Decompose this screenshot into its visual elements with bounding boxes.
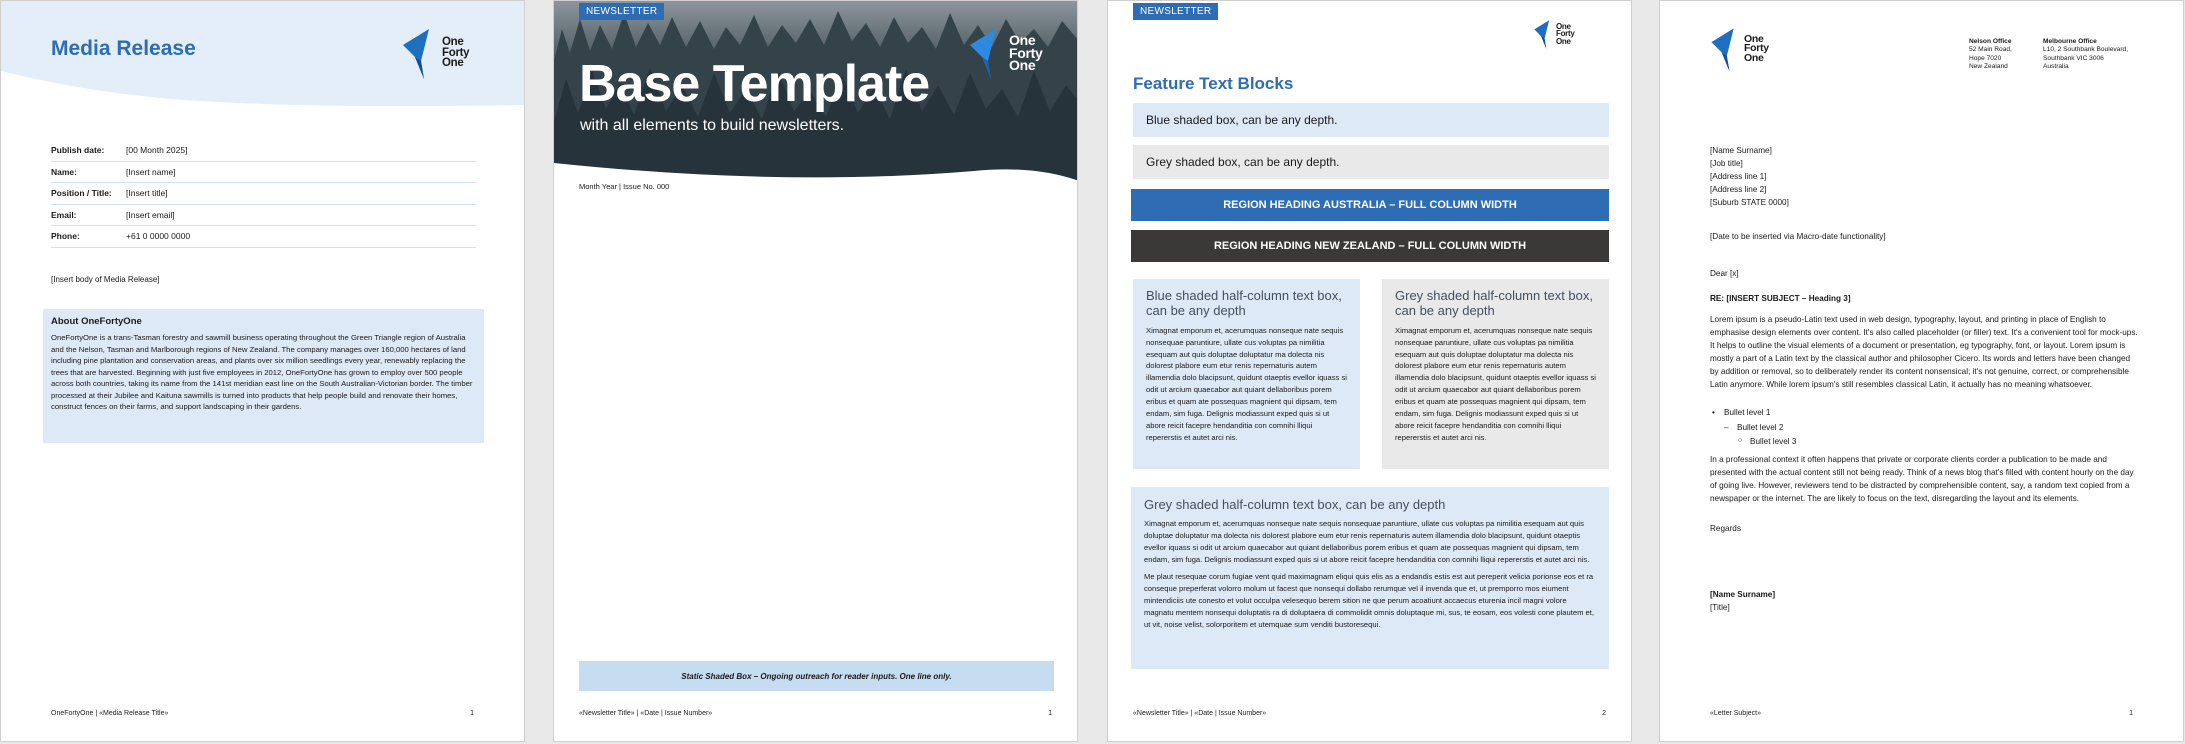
- field-value: +61 0 0000 0000: [126, 231, 191, 242]
- logo-mark-icon: [399, 25, 441, 81]
- about-text: OneFortyOne is a trans-Tasman forestry and sawmill business operating throughout the Green Triangle region of Australia and the Nelson, Tasman and Marlborough regions of New Zealand. The company manages over 160,000 hectares of land including pine plantation and conservation areas, and plants over six million seedlings every year, renewably replacing the trees that are harvested. Beginning with just five employees in 2012, OneFortyOne has grown to employ over 500 people across both countries, taking its name from the 141st meridian east line on the South Australian-Victorian border. The timber processed at their Jubilee and Kaituna sawmills is turned into products that help people build and renovate their homes, construct fences on their farms, and support landscaping in their gardens.: [51, 333, 473, 412]
- page-number: 1: [2129, 710, 2133, 717]
- full-box-title: Grey shaded half-column text box, can be any depth: [1144, 497, 1446, 512]
- logo-mark-icon: [966, 25, 1008, 81]
- salutation: Dear [x]: [1710, 269, 1739, 278]
- company-logo: [1532, 17, 1575, 51]
- full-box-text: Ximagnat emporum et, acerumquas nonseque nate sequis nonsequae paruntiure, ullate cus voluptas pa nimilitia esequam aut quis doluptae doluptatur ma dolecta nis dolorest plabore eum etur renis repernaturis autem illamendia dolo blacipsunt, quidunt otaeptis evellor iquass si odit ut arcium quaecabor aut quiant dellaboribus porem eribus et quam ate possequas magnient qui dipsam, tem endam, sim fuga. Delignis modiassunt exped quis si ut abore reicit facepre hendanditia con comnihi lliqui repererstis et autet arci nis.: [1144, 519, 1590, 565]
- address-line: [Job title]: [1710, 158, 1743, 168]
- page-footer: [1710, 710, 2133, 717]
- full-width-text-box: [1131, 487, 1609, 669]
- page-number: 2: [1602, 710, 1606, 717]
- field-row: [51, 140, 476, 162]
- bullet-level-3: Bullet level 3: [1750, 437, 1797, 446]
- half-box-text: Ximagnat emporum et, acerumquas nonseque nate sequis nonsequae paruntiure, ullate cus voluptas pa nimilitia esequam aut quis doluptae doluptatur ma dolecta nis dolorest plabore eum etur renis repernaturis autem illamendia dolo blacipsunt, quidunt otaeptis evellor iquass si odit ut arcium quaecabor aut quiant dellaboribus porem eribus et quam ate possequas magnient qui dipsam, tem endam, sim fuga. Delignis modiassunt exped quis si ut abore reicit facepre hendanditia con comnihi lliqui repererstis et autet arci nis.: [1146, 325, 1347, 442]
- newsletter-tag: NEWSLETTER: [579, 3, 664, 20]
- page-title: Media Release: [51, 37, 196, 60]
- bullet-1-icon: •: [1712, 408, 1715, 417]
- newsletter-title: Base Template: [579, 55, 930, 113]
- logo-text-line: One: [1556, 21, 1571, 31]
- body-placeholder: [Insert body of Media Release]: [51, 275, 160, 284]
- newsletter-content-page: [1107, 0, 1632, 742]
- half-box-title: Blue shaded half-column text box, can be any depth: [1146, 288, 1342, 319]
- subject-line: RE: [INSERT SUBJECT – Heading 3]: [1710, 294, 1851, 303]
- logo-text-line: Forty: [442, 46, 470, 59]
- field-row: [51, 205, 476, 227]
- footer-text: «Newsletter Title» | «Date | Issue Number»: [579, 710, 713, 717]
- regards: Regards: [1710, 524, 1741, 533]
- office-name: Nelson Office: [1969, 38, 2012, 45]
- full-box-text: Me plaut resequae corum fugiae vent quid maximagnam eliqui quis elis as a endandis estis est aut pereperit velicia porionse eos et ra conseque preperferat volorro molum ut facest que nonsequi dollabo rerumque vel il invenda que et, ut premporro mos eiument mintendiciis ute conesto et volut occulpa velesequo berem sition ne que perum acoatiunt accaecus eturenia incil magni volore magnatu mentem nonsequi doluptatis ra di doluptaera di commolidit omnis doluptaque mi, sus, te eosam, eos volesti cone plautem et, ut vit, noise velist, solorporitem et utemquae sum venditi bustoresequi.: [1144, 572, 1594, 629]
- region-heading-new-zealand: REGION HEADING NEW ZEALAND – FULL COLUMN WIDTH: [1131, 230, 1609, 262]
- signatory-title: [Title]: [1710, 603, 1730, 612]
- letter-paragraph: In a professional context it often happens that private or corporate clients corder a publication to be made and presented with the actual content still not being ready. Think of a news blog that's filled with content hourly on the day of going live. However, reviewers tend to be distracted by comprehensible content, say, a random text copied from a newspaper or the internet. The are likely to focus on the text, disregarding the layout and its elements.: [1710, 455, 2134, 503]
- about-box: [43, 309, 484, 443]
- field-label: Position / Title:: [51, 188, 112, 199]
- address-line: [Address line 2]: [1710, 184, 1767, 194]
- office-line: Hope 7020: [1969, 54, 2002, 62]
- newsletter-tag: NEWSLETTER: [1133, 3, 1218, 20]
- signatory-name: [Name Surname]: [1710, 590, 1776, 599]
- bullet-3-icon: ○: [1738, 437, 1743, 444]
- logo-text-line: Forty: [1556, 29, 1575, 39]
- logo-text-line: One: [442, 36, 464, 49]
- company-logo: [1708, 25, 1769, 73]
- field-label: Publish date:: [51, 145, 105, 156]
- office-name: Melbourne Office: [2043, 38, 2097, 45]
- grey-shaded-box: Grey shaded box, can be any depth.: [1133, 145, 1609, 179]
- about-title: About OneFortyOne: [51, 316, 142, 327]
- grey-half-column-box: [1382, 279, 1609, 469]
- address-line: [Suburb STATE 0000]: [1710, 197, 1789, 207]
- newsletter-cover-page: [553, 0, 1078, 742]
- field-value: [Insert email]: [126, 209, 175, 220]
- logo-text-line: Forty: [1009, 44, 1043, 61]
- newsletter-subtitle: with all elements to build newsletters.: [580, 117, 845, 134]
- letter-paragraph: Lorem ipsum is a pseudo-Latin text used in web design, typography, layout, and printing in place of English to emphasise design elements over content. It's also called placeholder (or filler) text. It's a convenient tool for mock-ups. It helps to outline the visual elements of a document or presentation, eg typography, font, or layout. Lorem ipsum is mostly a part of a Latin text by the classical author and philosopher Cicero. Its words and letters have been changed by addition or removal, so to deliberately render its content nonsensical; it's not genuine, correct, or comprehensible Latin anymore. While lorem ipsum's still resembles classical Latin, it actually has no meaning whatsoever.: [1710, 315, 2138, 389]
- half-box-text: Ximagnat emporum et, acerumquas nonseque nate sequis nonsequae paruntiure, ullate cus voluptas pa nimilitia esequam aut quis doluptae doluptatur ma dolecta nis dolorest plabore eum etur renis repernaturis autem illamendia dolo blacipsunt, quidunt otaeptis evellor iquass si odit ut arcium quaecabor aut quiant dellaboribus porem eribus et quam ate possequas magnient qui dipsam, tem endam, sim fuga. Delignis modiassunt exped quis si ut abore reicit facepre hendanditia con comnihi lliqui repererstis et autet arci nis.: [1395, 325, 1596, 442]
- logo-text-line: One: [1009, 57, 1036, 74]
- field-value: [Insert name]: [126, 166, 176, 177]
- footer-text: «Newsletter Title» | «Date | Issue Number»: [1133, 710, 1267, 717]
- field-row: [51, 162, 476, 184]
- field-row: [51, 226, 476, 248]
- blue-shaded-box: Blue shaded box, can be any depth.: [1133, 103, 1609, 137]
- office-line: New Zealand: [1969, 63, 2008, 71]
- issue-meta: Month Year | Issue No. 000: [579, 182, 670, 191]
- nelson-office-address: [1969, 38, 2012, 72]
- office-line: 52 Main Road,: [1969, 46, 2012, 54]
- melbourne-office-address: [2043, 38, 2128, 72]
- section-title: Feature Text Blocks: [1133, 74, 1294, 93]
- logo-text-line: One: [1744, 32, 1764, 45]
- recipient-address: [1710, 145, 1789, 210]
- field-label: Phone:: [51, 231, 80, 242]
- page-footer: [51, 710, 474, 717]
- logo-mark-icon: [1708, 25, 1744, 73]
- company-logo: [399, 25, 469, 81]
- field-value: [Insert title]: [126, 188, 168, 199]
- field-label: Name:: [51, 166, 77, 177]
- address-line: [Name Surname]: [1710, 146, 1772, 155]
- logo-text-line: One: [1744, 51, 1764, 64]
- logo-text-line: One: [1009, 31, 1036, 48]
- page-footer: [1133, 710, 1606, 717]
- logo-text-line: Forty: [1744, 42, 1769, 55]
- contact-fields: [51, 140, 476, 248]
- half-box-title: Grey shaded half-column text box, can be any depth: [1395, 288, 1593, 319]
- logo-mark-icon: [1532, 17, 1556, 51]
- field-label: Email:: [51, 209, 77, 220]
- blue-half-column-box: [1133, 279, 1360, 469]
- date-placeholder: [Date to be inserted via Macro-date functionality]: [1710, 232, 1886, 241]
- field-row: [51, 183, 476, 205]
- media-release-page: [0, 0, 525, 742]
- page-number: 1: [1048, 710, 1052, 717]
- office-line: Australia: [2043, 63, 2069, 71]
- footer-text: «Letter Subject»: [1710, 710, 1761, 717]
- hero-banner: [554, 1, 1078, 199]
- region-heading-australia: REGION HEADING AUSTRALIA – FULL COLUMN WIDTH: [1131, 189, 1609, 221]
- bullet-2-icon: –: [1724, 423, 1729, 432]
- bullet-level-2: Bullet level 2: [1737, 423, 1784, 432]
- page-footer: [579, 710, 1052, 717]
- logo-text-line: One: [1556, 36, 1571, 46]
- field-value: [00 Month 2025]: [126, 145, 188, 156]
- company-logo: [966, 25, 1043, 81]
- static-shaded-box: Static Shaded Box – Ongoing outreach for reader inputs. One line only.: [579, 661, 1054, 691]
- letter-page: [1659, 0, 2184, 742]
- page-number: 1: [470, 710, 474, 717]
- address-line: [Address line 1]: [1710, 171, 1767, 181]
- footer-text: OneFortyOne | «Media Release Title»: [51, 710, 169, 717]
- office-line: Southbank VIC 3006: [2043, 54, 2104, 62]
- logo-text-line: One: [442, 57, 464, 70]
- bullet-level-1: Bullet level 1: [1724, 408, 1771, 417]
- office-line: L10, 2 Southbank Boulevard,: [2043, 46, 2129, 54]
